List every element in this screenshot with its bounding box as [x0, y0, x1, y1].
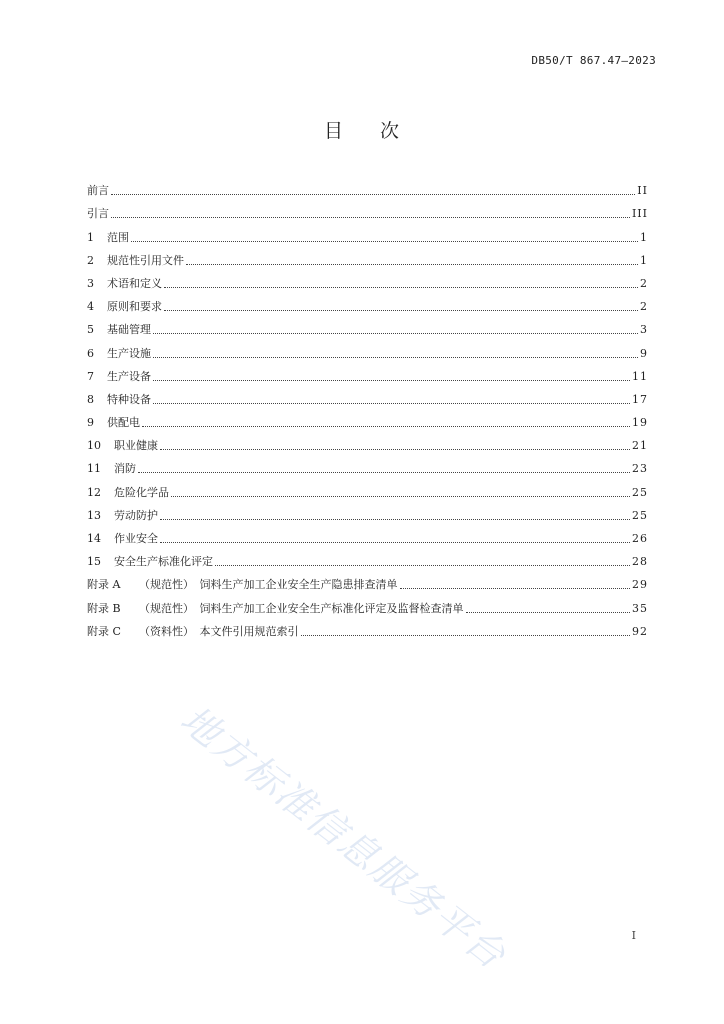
toc-entry-label: 消防	[114, 462, 136, 476]
toc-entry-page: III	[631, 207, 648, 221]
document-code: DB50/T 867.47—2023	[531, 54, 656, 67]
toc-leader-dots	[138, 471, 630, 473]
toc-leader-dots	[164, 286, 638, 288]
toc-entry-page: 28	[632, 555, 648, 569]
toc-entry-page: 17	[632, 392, 648, 406]
toc-entry-number: 8	[87, 392, 94, 406]
toc-entry-page: 3	[640, 323, 648, 337]
toc-entry-page: 25	[632, 485, 648, 499]
toc-leader-dots	[131, 240, 638, 242]
toc-entry-label: 前言	[87, 184, 109, 198]
toc-entry-number: 15	[87, 555, 101, 569]
toc-entry[interactable]	[87, 453, 648, 476]
toc-leader-dots	[160, 448, 630, 450]
toc-leader-dots	[164, 309, 638, 311]
toc-entry-number: 10	[87, 439, 101, 453]
toc-entry-label: 职业健康	[114, 439, 158, 453]
toc-entry-label: 作业安全	[114, 532, 158, 545]
toc-entry-label: 术语和定义	[107, 276, 162, 290]
toc-entry-label: 基础管理	[107, 323, 151, 337]
toc-entry-number: 附录 A	[87, 578, 121, 592]
toc-entry[interactable]	[87, 546, 648, 569]
toc-entry-number: 3	[87, 276, 94, 290]
toc-entry-page: 26	[632, 532, 648, 545]
toc-entry[interactable]	[87, 175, 648, 198]
toc-entry[interactable]	[87, 407, 648, 430]
toc-entry-page: 29	[632, 578, 648, 592]
toc-entry-number: 9	[87, 416, 94, 430]
toc-leader-dots	[142, 425, 630, 427]
toc-entry-page: 35	[632, 601, 648, 615]
toc-entry-label: 危险化学品	[114, 485, 169, 499]
toc-leader-dots	[186, 263, 638, 265]
toc-leader-dots	[400, 587, 631, 589]
toc-leader-dots	[111, 193, 635, 195]
toc-entry-label: 原则和要求	[107, 300, 162, 314]
toc-entry-number: 7	[87, 369, 94, 383]
toc-entry[interactable]	[87, 500, 648, 523]
toc-entry-page: II	[637, 184, 648, 198]
toc-entry-page: 23	[632, 462, 648, 476]
toc-entry-number: 2	[87, 253, 94, 267]
toc-leader-dots	[215, 564, 630, 566]
toc-leader-dots	[160, 518, 630, 520]
toc-entry-page: 11	[632, 369, 648, 383]
toc-leader-dots	[111, 216, 630, 218]
toc-leader-dots	[153, 402, 630, 404]
toc-entry-label: 劳动防护	[114, 508, 158, 522]
toc-entry-label: （规范性） 饲料生产加工企业安全生产标准化评定及监督检查清单	[139, 601, 464, 615]
toc-entry[interactable]	[87, 245, 648, 268]
toc-entry-label: （资料性） 本文件引用规范索引	[139, 624, 299, 638]
toc-entry[interactable]	[87, 221, 648, 244]
toc-entry[interactable]	[87, 430, 648, 453]
toc-leader-dots	[466, 611, 631, 613]
toc-entry[interactable]	[87, 337, 648, 360]
toc-leader-dots	[153, 332, 638, 334]
toc-entry-label: 生产设施	[107, 346, 151, 360]
toc-entry[interactable]	[87, 268, 648, 291]
toc-entry-number: 12	[87, 485, 101, 499]
toc-entry[interactable]	[87, 592, 648, 615]
toc-entry[interactable]	[87, 314, 648, 337]
toc-entry-page: 92	[632, 624, 648, 638]
toc-entry[interactable]	[87, 384, 648, 407]
toc-entry-label: 范围	[107, 230, 129, 244]
toc-entry-number: 4	[87, 300, 94, 314]
title-char-1: 目	[323, 120, 344, 142]
toc-entry-page: 2	[640, 276, 648, 290]
toc-entry-label: 供配电	[107, 416, 140, 430]
toc-entry-number: 14	[87, 532, 101, 545]
toc-entry-label: （规范性） 饲料生产加工企业安全生产隐患排查清单	[139, 578, 398, 592]
toc-entry-label: 特种设备	[107, 392, 151, 406]
toc-entry[interactable]	[87, 476, 648, 499]
toc-entry[interactable]	[87, 616, 648, 639]
toc-entry-label: 生产设备	[107, 369, 151, 383]
toc-entry-number: 11	[87, 462, 101, 476]
toc-entry-number: 6	[87, 346, 94, 360]
toc-entry-page: 1	[640, 253, 648, 267]
toc-entry-number: 13	[87, 508, 101, 522]
toc-leader-dots	[153, 356, 638, 358]
toc-entry[interactable]	[87, 198, 648, 221]
page-title	[0, 116, 724, 143]
title-char-2: 次	[380, 120, 401, 142]
toc-entry-page: 21	[632, 439, 648, 453]
toc-entry[interactable]	[87, 291, 648, 314]
toc-entry-number: 1	[87, 230, 94, 244]
toc-entry-page: 1	[640, 230, 648, 244]
toc-entry-number: 5	[87, 323, 94, 337]
toc-entry-page: 2	[640, 300, 648, 314]
toc-leader-dots	[301, 634, 631, 636]
toc-leader-dots	[153, 379, 630, 381]
toc-entry[interactable]	[87, 523, 648, 546]
toc-entry[interactable]	[87, 569, 648, 592]
toc-entry-label: 引言	[87, 207, 109, 221]
watermark: 地方标准信息服务平台	[172, 697, 515, 979]
toc-entry-page: 9	[640, 346, 648, 360]
toc-entry-page: 25	[632, 508, 648, 522]
toc-entry-label: 安全生产标准化评定	[114, 555, 213, 569]
page-number: I	[631, 929, 636, 942]
toc-entry-number: 附录 C	[87, 624, 121, 638]
table-of-contents	[87, 175, 648, 639]
toc-entry-page: 19	[632, 416, 648, 430]
toc-leader-dots	[160, 541, 630, 543]
toc-entry-label: 规范性引用文件	[107, 253, 184, 267]
toc-entry-number: 附录 B	[87, 601, 121, 615]
toc-entry[interactable]	[87, 361, 648, 384]
toc-leader-dots	[171, 495, 630, 497]
